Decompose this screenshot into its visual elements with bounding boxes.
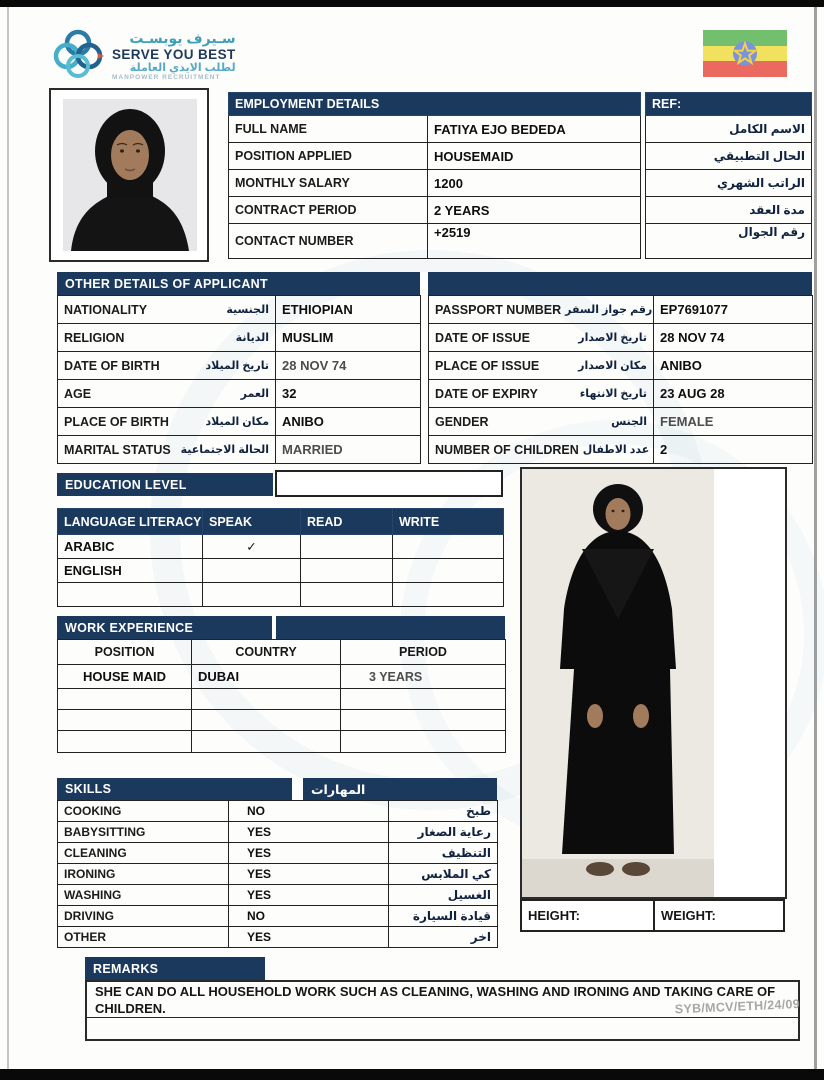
field-label: MONTHLY SALARY [229,170,428,197]
page-right-edge [814,7,817,1069]
logo-name-arabic: سـيرف يوبسـت [129,30,236,47]
page-bottom-edge [0,1069,824,1080]
checkmark-icon: ✓ [203,535,301,559]
work-experience-table [57,639,506,753]
table-row [58,296,421,324]
table-row [58,731,506,753]
weight-label: WEIGHT: [661,908,716,923]
column-header: POSITION [58,640,192,665]
skill-value: YES [229,864,389,885]
work-experience-title: WORK EXPERIENCE [57,616,272,639]
skill-value: NO [229,906,389,927]
skill-name-arabic: كي الملابس [389,864,498,885]
field-label: CONTACT NUMBER [229,224,428,259]
skill-value: YES [229,822,389,843]
other-details-left-table [57,295,421,464]
table-row [429,380,813,408]
skill-name-arabic: الغسيل [389,885,498,906]
field-label-arabic: تاريخ الميلاد [205,360,269,372]
skill-name-arabic: اخر [389,927,498,948]
table-row [58,436,421,464]
table-row [58,324,421,352]
field-label: NATIONALITY [64,302,148,317]
column-header: COUNTRY [192,640,341,665]
field-label: CONTRACT PERIOD [229,197,428,224]
field-label-arabic: تاريخ الانتهاء [579,388,647,400]
height-label: HEIGHT: [528,908,580,923]
remarks-empty-row [87,1018,798,1039]
logo-knot-icon [52,26,104,87]
skill-name: CLEANING [58,843,229,864]
field-label-arabic: رقم الجوال [646,224,812,259]
experience-position: HOUSE MAID [58,665,192,689]
field-value: 23 AUG 28 [654,380,813,408]
logo-name-english: SERVE YOU BEST [112,46,236,62]
skill-name: DRIVING [58,906,229,927]
skill-name: WASHING [58,885,229,906]
field-value: FEMALE [654,408,813,436]
table-row [58,864,498,885]
education-level-header: EDUCATION LEVEL [57,473,273,496]
table-cell [58,689,192,710]
field-label: POSITION APPLIED [229,143,428,170]
skill-value: YES [229,927,389,948]
table-row [58,822,498,843]
education-level-value [275,470,503,497]
table-cell [393,559,504,583]
table-cell [341,710,506,731]
table-row [429,296,813,324]
table-row [58,535,504,559]
table-cell [301,583,393,607]
table-row [58,906,498,927]
skill-name: IRONING [58,864,229,885]
applicant-portrait-photo [49,88,209,262]
table-cell [341,731,506,753]
table-row [429,408,813,436]
employment-details-header: EMPLOYMENT DETAILS [229,93,641,116]
logo-tagline-arabic: لطلب الايدي العاملة [129,62,236,75]
field-label: NUMBER OF CHILDREN [435,442,579,457]
field-value: 28 NOV 74 [654,324,813,352]
field-label: RELIGION [64,330,125,345]
experience-period: 3 YEARS [341,665,506,689]
field-label: AGE [64,386,92,401]
table-row [229,143,641,170]
field-label-arabic: الديانة [235,332,269,344]
table-row [58,665,506,689]
table-row [429,352,813,380]
table-cell [58,710,192,731]
applicant-fullbody-photo [520,467,787,899]
field-label: GENDER [435,414,489,429]
language-name: ARABIC [58,535,203,559]
skills-table [57,800,498,948]
field-value: ETHIOPIAN [276,296,421,324]
table-cell [192,710,341,731]
field-label-arabic: الحالة الاجتماعية [180,444,269,456]
fullbody-photo-image [522,469,714,897]
skill-name: OTHER [58,927,229,948]
header-gap [420,272,428,295]
skills-title-arabic: المهارات [303,778,497,800]
table-row [58,710,506,731]
field-label: MARITAL STATUS [64,442,171,457]
field-label: PASSPORT NUMBER [435,302,562,317]
table-row [229,224,641,259]
language-literacy-table [57,508,504,607]
table-row [58,885,498,906]
field-value: 28 NOV 74 [276,352,421,380]
work-experience-header-right [276,616,505,639]
skill-name-arabic: رعاية الصغار [389,822,498,843]
table-cell [393,583,504,607]
table-row [58,801,498,822]
skill-name-arabic: قيادة السيارة [389,906,498,927]
field-value: FATIYA EJO BEDEDA [428,116,641,143]
field-label: DATE OF EXPIRY [435,386,538,401]
table-cell [192,689,341,710]
field-value: ANIBO [276,408,421,436]
table-row [229,170,641,197]
field-value: EP7691077 [654,296,813,324]
field-value: ANIBO [654,352,813,380]
ethiopia-flag [703,30,787,82]
skill-name-arabic: طبخ [389,801,498,822]
table-cell [203,583,301,607]
other-details-right-table [428,295,813,464]
skills-title: SKILLS [57,778,292,800]
field-label: DATE OF BIRTH [64,358,160,373]
column-header: SPEAK [203,509,301,535]
table-header-row [58,509,504,535]
page-left-edge [7,7,9,1069]
field-label: PLACE OF ISSUE [435,358,540,373]
field-label-arabic: مكان الميلاد [205,416,269,428]
table-row [229,116,641,143]
table-row [58,380,421,408]
portrait-photo-image [63,99,197,251]
field-label-arabic: عدد الاطفال [582,444,650,456]
height-field [520,899,655,932]
experience-country: DUBAI [192,665,341,689]
logo-tagline-english: MANPOWER RECRUITMENT [112,74,221,82]
field-label-arabic: تاريخ الاصدار [578,332,647,344]
skill-value: NO [229,801,389,822]
field-label-arabic: الحال التطبيقي [646,143,812,170]
language-name: ENGLISH [58,559,203,583]
table-row [58,689,506,710]
skill-value: YES [229,843,389,864]
table-cell [58,583,203,607]
header-gap [292,778,303,800]
field-label-arabic: الجنس [611,416,647,428]
page-top-edge [0,0,824,7]
table-cell [203,559,301,583]
column-header: PERIOD [341,640,506,665]
column-header: LANGUAGE LITERACY [58,509,203,535]
field-label-arabic: مكان الاصدار [578,360,647,372]
field-label-arabic: الجنسية [226,304,269,316]
field-label: DATE OF ISSUE [435,330,530,345]
ref-arabic-table [645,92,812,259]
remarks-text: SHE CAN DO ALL HOUSEHOLD WORK SUCH AS CLEANING, WASHING AND IRONING AND TAKING CARE OF CHILDREN. [87,982,798,1018]
table-cell [301,559,393,583]
column-header: WRITE [393,509,504,535]
field-label: FULL NAME [229,116,428,143]
remarks-header: REMARKS [85,957,265,980]
table-cell [393,535,504,559]
field-label-arabic: الاسم الكامل [646,116,812,143]
table-cell [192,731,341,753]
table-row [58,559,504,583]
field-value: HOUSEMAID [428,143,641,170]
ref-header: REF: [646,93,812,116]
measurements-row [520,899,787,932]
table-cell [58,731,192,753]
field-label-arabic: العمر [240,388,269,400]
skill-name: BABYSITTING [58,822,229,843]
weight-field [653,899,785,932]
table-row [58,352,421,380]
field-value: +2519 [428,224,641,259]
table-row [58,843,498,864]
field-value: MARRIED [276,436,421,464]
table-cell [301,535,393,559]
work-experience-header [57,616,505,639]
skill-value: YES [229,885,389,906]
skill-name-arabic: التنظيف [389,843,498,864]
field-label-arabic: الراتب الشهري [646,170,812,197]
field-label: PLACE OF BIRTH [64,414,169,429]
reference-code: SYB/MCV/ETH/24/09 [674,996,801,1017]
other-details-title: OTHER DETAILS OF APPLICANT [57,272,420,295]
field-label-arabic: مدة العقد [646,197,812,224]
table-row [58,927,498,948]
table-row [58,583,504,607]
employment-details-table [228,92,641,259]
agency-logo [52,26,236,87]
table-row [58,408,421,436]
field-label-arabic: رقم جواز السفر [565,304,653,316]
field-value: MUSLIM [276,324,421,352]
other-details-header [57,272,812,295]
skill-name: COOKING [58,801,229,822]
field-value: 32 [276,380,421,408]
table-header-row [58,640,506,665]
skills-header [57,778,497,800]
table-row [229,197,641,224]
other-details-header-right [428,272,812,295]
field-value: 2 [654,436,813,464]
column-header: READ [301,509,393,535]
field-value: 2 YEARS [428,197,641,224]
table-row [429,436,813,464]
table-row [429,324,813,352]
field-value: 1200 [428,170,641,197]
table-cell [341,689,506,710]
